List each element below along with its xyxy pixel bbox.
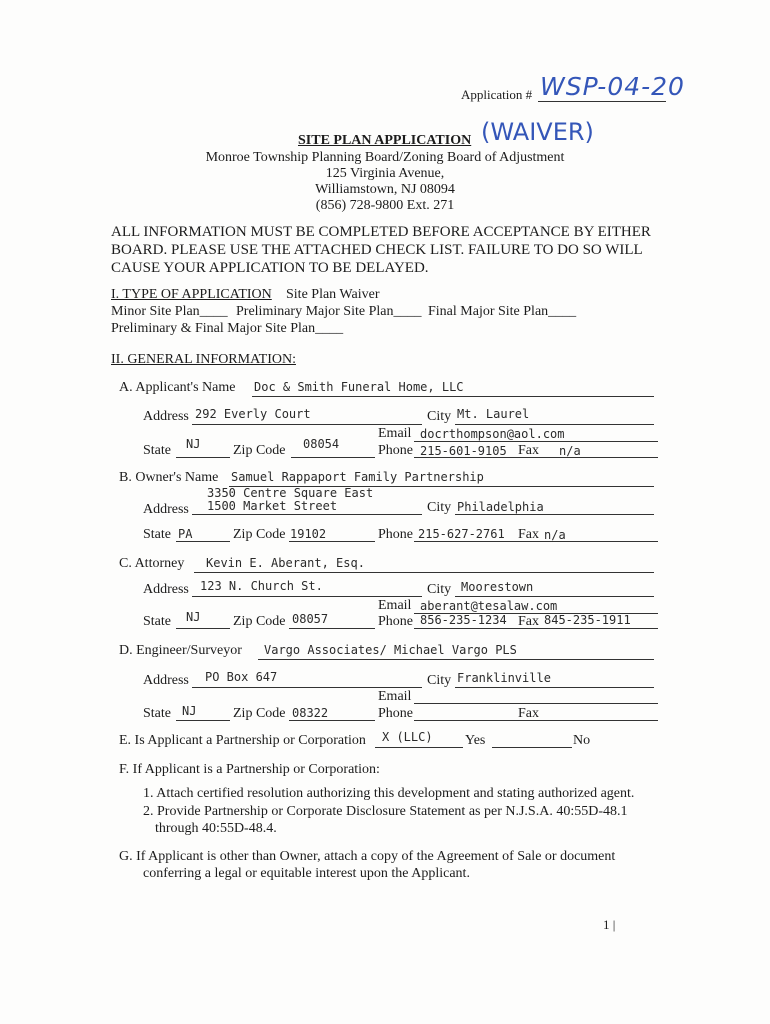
page-number: 1 | [603, 917, 616, 932]
owner-phone-fax-line [414, 541, 658, 542]
applicant-zip-value: 08054 [303, 437, 340, 451]
minor-site-plan-option: Minor Site Plan____ [111, 304, 228, 319]
owner-fax-value: n/a [544, 528, 566, 542]
attorney-email-value: aberant@tesalaw.com [420, 599, 558, 613]
engineer-phone-label: Phone [378, 706, 413, 721]
attorney-name-value: Kevin E. Aberant, Esq. [206, 556, 365, 570]
partnership-no-label: No [573, 733, 591, 748]
applicant-city-label: City [427, 409, 452, 424]
partnership-no-line [492, 747, 572, 748]
applicant-email-label: Email [378, 426, 412, 441]
engineer-state-value: NJ [182, 704, 197, 718]
engineer-address-label: Address [143, 673, 189, 688]
applicant-email-line [414, 441, 658, 442]
owner-address-line [192, 514, 422, 515]
applicant-address-line [192, 424, 422, 425]
engineer-state-label: State [143, 706, 171, 721]
owner-fax-label: Fax [518, 527, 539, 542]
owner-city-value: Philadelphia [457, 500, 544, 514]
item-g-line2: conferring a legal or equitable interest upon the Applicant. [143, 866, 470, 881]
preliminary-major-site-plan-option: Preliminary Major Site Plan____ [236, 304, 422, 319]
form-title: SITE PLAN APPLICATION [298, 133, 472, 148]
partnership-question-label: E. Is Applicant a Partnership or Corporation [119, 733, 366, 748]
attorney-state-line [176, 628, 230, 629]
item-f-point1: 1. Attach certified resolution authorizing this development and stating authorized agent. [143, 786, 635, 801]
applicant-city-value: Mt. Laurel [457, 407, 530, 421]
applicant-city-line [455, 424, 654, 425]
engineer-address-line [192, 687, 422, 688]
owner-zip-value: 19102 [290, 527, 327, 541]
applicant-fax-value: n/a [559, 444, 581, 458]
owner-address-line1-value: 3350 Centre Square East [207, 486, 374, 500]
applicant-name-value: Doc & Smith Funeral Home, LLC [254, 380, 464, 394]
applicant-phone-value: 215-601-9105 [420, 444, 507, 458]
applicant-state-label: State [143, 443, 171, 458]
attorney-phone-label: Phone [378, 614, 413, 629]
attorney-zip-line [289, 628, 375, 629]
applicant-phone-fax-line [414, 457, 658, 458]
application-number-handwritten: WSP-04-20 [540, 72, 685, 101]
notice-line2: BOARD. PLEASE USE THE ATTACHED CHECK LIST. FAILURE TO DO SO WILL [111, 242, 643, 258]
partnership-answer-value: X (LLC) [382, 730, 433, 744]
partnership-yes-label: Yes [465, 733, 486, 748]
item-g-line1: G. If Applicant is other than Owner, attach a copy of the Agreement of Sale or document [119, 849, 616, 864]
owner-name-value: Samuel Rappaport Family Partnership [231, 470, 484, 484]
engineer-city-label: City [427, 673, 452, 688]
applicant-phone-label: Phone [378, 443, 413, 458]
engineer-label: D. Engineer/Surveyor [119, 643, 242, 658]
engineer-address-value: PO Box 647 [205, 670, 278, 684]
engineer-email-line [414, 703, 658, 704]
attorney-state-value: NJ [186, 610, 201, 624]
owner-city-label: City [427, 500, 452, 515]
applicant-address-value: 292 Everly Court [195, 407, 311, 421]
attorney-fax-value: 845-235-1911 [544, 613, 631, 627]
owner-state-line [176, 541, 230, 542]
board-address-line2: Williamstown, NJ 08094 [315, 182, 455, 197]
section2-heading: II. GENERAL INFORMATION: [111, 352, 296, 367]
owner-phone-label: Phone [378, 527, 413, 542]
notice-line1: ALL INFORMATION MUST BE COMPLETED BEFORE ACCEPTANCE BY EITHER [111, 224, 651, 240]
attorney-fax-label: Fax [518, 614, 539, 629]
application-type-value: Site Plan Waiver [286, 287, 380, 302]
applicant-name-label: A. Applicant's Name [119, 380, 236, 395]
attorney-phone-fax-line [414, 628, 658, 629]
applicant-name-line [252, 396, 654, 397]
attorney-city-value: Moorestown [461, 580, 534, 594]
item-f-label: F. If Applicant is a Partnership or Corporation: [119, 762, 380, 777]
attorney-label: C. Attorney [119, 556, 185, 571]
partnership-answer-line [375, 747, 463, 748]
board-phone: (856) 728-9800 Ext. 271 [315, 198, 455, 213]
attorney-phone-value: 856-235-1234 [420, 613, 507, 627]
attorney-zip-value: 08057 [292, 612, 329, 626]
engineer-zip-value: 08322 [292, 706, 329, 720]
item-f-point2-cont: through 40:55D-48.4. [155, 821, 277, 836]
notice-line3: CAUSE YOUR APPLICATION TO BE DELAYED. [111, 260, 429, 276]
applicant-email-value: docrthompson@aol.com [420, 427, 565, 441]
engineer-fax-label: Fax [518, 706, 539, 721]
engineer-city-line [455, 687, 654, 688]
application-number-line [538, 101, 666, 102]
applicant-address-label: Address [143, 409, 189, 424]
engineer-zip-line [289, 720, 375, 721]
waiver-handwritten-note: (WAIVER) [481, 118, 594, 146]
engineer-state-line [176, 720, 230, 721]
applicant-state-line [176, 457, 230, 458]
attorney-city-label: City [427, 582, 452, 597]
board-name: Monroe Township Planning Board/Zoning Board of Adjustment [205, 150, 565, 165]
attorney-city-line [455, 596, 654, 597]
attorney-email-label: Email [378, 598, 412, 613]
owner-state-label: State [143, 527, 171, 542]
attorney-address-label: Address [143, 582, 189, 597]
owner-zip-label: Zip Code [233, 527, 286, 542]
applicant-zip-line [291, 457, 375, 458]
owner-address-value: 1500 Market Street [207, 499, 338, 513]
item-f-point2: 2. Provide Partnership or Corporate Disclosure Statement as per N.J.S.A. 40:55D-48.1 [143, 804, 628, 819]
board-address-line1: 125 Virginia Avenue, [325, 166, 445, 181]
applicant-fax-label: Fax [518, 443, 539, 458]
attorney-address-line [192, 596, 422, 597]
owner-address-label: Address [143, 502, 189, 517]
owner-zip-line [289, 541, 375, 542]
preliminary-final-major-site-plan-option: Preliminary & Final Major Site Plan____ [111, 321, 344, 336]
engineer-name-value: Vargo Associates/ Michael Vargo PLS [264, 643, 517, 657]
engineer-email-label: Email [378, 689, 412, 704]
owner-state-value: PA [178, 527, 193, 541]
owner-phone-value: 215-627-2761 [418, 527, 505, 541]
engineer-name-line [258, 659, 654, 660]
applicant-zip-label: Zip Code [233, 443, 286, 458]
attorney-address-value: 123 N. Church St. [200, 579, 323, 593]
attorney-zip-label: Zip Code [233, 614, 286, 629]
engineer-phone-fax-line [414, 720, 658, 721]
owner-city-line [455, 514, 654, 515]
owner-name-label: B. Owner's Name [119, 470, 219, 485]
applicant-state-value: NJ [186, 437, 201, 451]
final-major-site-plan-option: Final Major Site Plan____ [428, 304, 577, 319]
engineer-zip-label: Zip Code [233, 706, 286, 721]
attorney-state-label: State [143, 614, 171, 629]
engineer-city-value: Franklinville [457, 671, 551, 685]
attorney-name-line [194, 572, 654, 573]
application-number-label: Application # [461, 87, 533, 102]
section1-heading: I. TYPE OF APPLICATION [111, 287, 272, 302]
